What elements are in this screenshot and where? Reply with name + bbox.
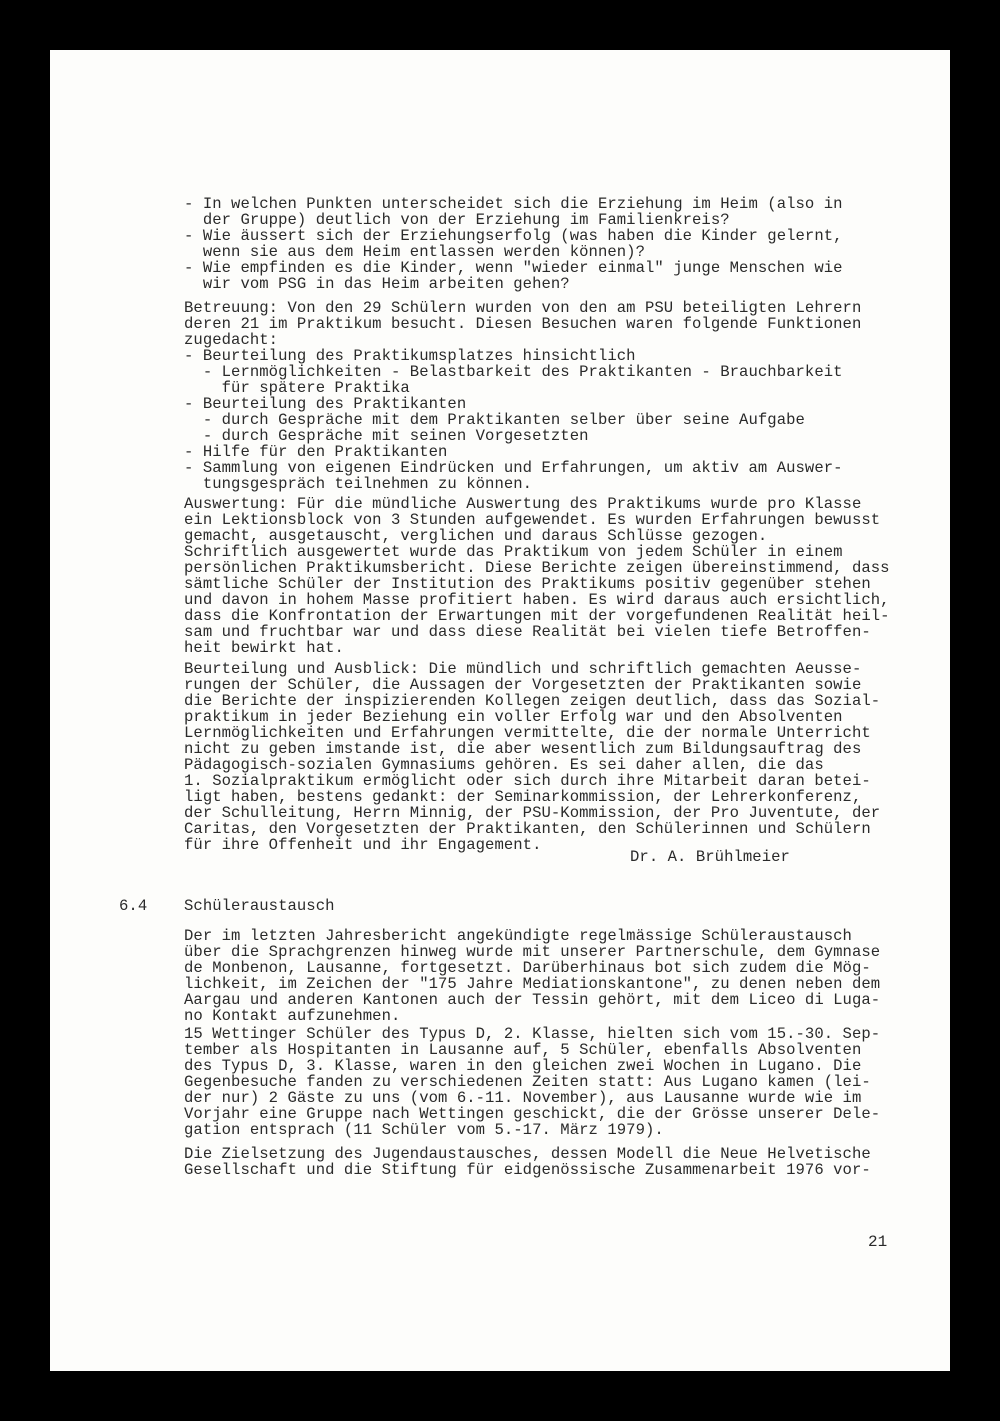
text-line: deren 21 im Praktikum besucht. Diesen Besuchen waren folgende Funktionen bbox=[184, 315, 862, 333]
text-line: - Lernmöglichkeiten - Belastbarkeit des Praktikanten - Brauchbarkeit bbox=[184, 363, 843, 381]
text-line: - durch Gespräche mit seinen Vorgesetzten bbox=[184, 427, 589, 445]
section-number: 6.4 bbox=[119, 897, 148, 915]
text-line: persönlichen Praktikumsbericht. Diese Berichte zeigen übereinstimmend, dass bbox=[184, 559, 890, 577]
text-line: - Wie äussert sich der Erziehungserfolg (was haben die Kinder gelernt, bbox=[184, 227, 843, 245]
text-line: Die Zielsetzung des Jugendaustausches, dessen Modell die Neue Helvetische bbox=[184, 1145, 871, 1163]
author-signature: Dr. A. Brühlmeier bbox=[630, 848, 790, 866]
text-line: Pädagogisch-sozialen Gymnasiums gehören. Es sei daher allen, die das bbox=[184, 756, 824, 774]
text-line: rungen der Schüler, die Aussagen der Vorgesetzten der Praktikanten sowie bbox=[184, 676, 862, 694]
text-line: Schriftlich ausgewertet wurde das Praktikum von jedem Schüler in einem bbox=[184, 543, 843, 561]
text-line: der nur) 2 Gäste zu uns (vom 6.-11. November), aus Lausanne wurde wie im bbox=[184, 1089, 862, 1107]
text-line: de Monbenon, Lausanne, fortgesetzt. Darüberhinaus bot sich zudem die Mög- bbox=[184, 959, 871, 977]
text-line: 15 Wettinger Schüler des Typus D, 2. Klasse, hielten sich vom 15.-30. Sep- bbox=[184, 1025, 881, 1043]
text-line: lichkeit, im Zeichen der "175 Jahre Mediationskantone", zu denen neben dem bbox=[184, 975, 881, 993]
text-line: der Gruppe) deutlich von der Erziehung im Familienkreis? bbox=[184, 211, 730, 229]
text-line: Der im letzten Jahresbericht angekündigte regelmässige Schüleraustausch bbox=[184, 927, 852, 945]
text-line: wir vom PSG in das Heim arbeiten gehen? bbox=[184, 275, 570, 293]
text-line: Gegenbesuche fanden zu verschiedenen Zeiten statt: Aus Lugano kamen (lei- bbox=[184, 1073, 871, 1091]
text-line: Beurteilung und Ausblick: Die mündlich und schriftlich gemachten Aeusse- bbox=[184, 660, 862, 678]
text-line: - Wie empfinden es die Kinder, wenn "wieder einmal" junge Menschen wie bbox=[184, 259, 843, 277]
text-line: - Hilfe für den Praktikanten bbox=[184, 443, 448, 461]
text-line: dass die Konfrontation der Erwartungen mit der vorgefundenen Realität heil- bbox=[184, 607, 890, 625]
text-line: ein Lektionsblock von 3 Stunden aufgewendet. Es wurden Erfahrungen bewusst bbox=[184, 511, 881, 529]
text-line: - durch Gespräche mit dem Praktikanten selber über seine Aufgabe bbox=[184, 411, 805, 429]
page-number: 21 bbox=[868, 1233, 888, 1251]
text-line: sämtliche Schüler der Institution des Praktikums positiv gegenüber stehen bbox=[184, 575, 871, 593]
text-line: Lernmöglichkeiten und Erfahrungen vermittelte, die der normale Unterricht bbox=[184, 724, 871, 742]
text-line: sam und fruchtbar war und dass diese Realität bei vielen tiefe Betroffen- bbox=[184, 623, 871, 641]
text-line: - Beurteilung des Praktikumsplatzes hinsichtlich bbox=[184, 347, 636, 365]
text-line: Vorjahr eine Gruppe nach Wettingen geschickt, die der Grösse unserer Dele- bbox=[184, 1105, 881, 1123]
text-line: für ihre Offenheit und ihr Engagement. bbox=[184, 836, 542, 854]
text-line: zugedacht: bbox=[184, 331, 279, 349]
text-line: für spätere Praktika bbox=[184, 379, 410, 397]
document-page bbox=[50, 50, 950, 1371]
text-line: Gesellschaft und die Stiftung für eidgenössische Zusammenarbeit 1976 vor- bbox=[184, 1161, 871, 1179]
text-line: - Beurteilung des Praktikanten bbox=[184, 395, 467, 413]
text-line: 1. Sozialpraktikum ermöglicht oder sich durch ihre Mitarbeit daran betei- bbox=[184, 772, 871, 790]
text-line: des Typus D, 3. Klasse, waren in den gleichen zwei Wochen in Lugano. Die bbox=[184, 1057, 862, 1075]
text-line: nicht zu geben imstande ist, die aber wesentlich zum Bildungsauftrag des bbox=[184, 740, 862, 758]
text-line: Betreuung: Von den 29 Schülern wurden von den am PSU beteiligten Lehrern bbox=[184, 299, 862, 317]
section-title: Schüleraustausch bbox=[184, 897, 335, 915]
text-line: wenn sie aus dem Heim entlassen werden können)? bbox=[184, 243, 645, 261]
text-line: - Sammlung von eigenen Eindrücken und Erfahrungen, um aktiv am Auswer- bbox=[184, 459, 843, 477]
text-line: heit bewirkt hat. bbox=[184, 639, 344, 657]
text-line: praktikum in jeder Beziehung ein voller Erfolg war und den Absolventen bbox=[184, 708, 843, 726]
text-line: gation entsprach (11 Schüler vom 5.-17. März 1979). bbox=[184, 1121, 664, 1139]
text-line: Aargau und anderen Kantonen auch der Tessin gehört, mit dem Liceo di Luga- bbox=[184, 991, 881, 1009]
text-line: - In welchen Punkten unterscheidet sich die Erziehung im Heim (also in bbox=[184, 195, 843, 213]
text-line: no Kontakt aufzunehmen. bbox=[184, 1007, 401, 1025]
text-line: die Berichte der inspizierenden Kollegen zeigen deutlich, dass das Sozial- bbox=[184, 692, 881, 710]
text-line: tember als Hospitanten in Lausanne auf, 5 Schüler, ebenfalls Absolventen bbox=[184, 1041, 862, 1059]
text-line: über die Sprachgrenzen hinweg wurde mit unserer Partnerschule, dem Gymnase bbox=[184, 943, 881, 961]
text-line: gemacht, ausgetauscht, verglichen und daraus Schlüsse gezogen. bbox=[184, 527, 768, 545]
text-line: und davon in hohem Masse profitiert haben. Es wird daraus auch ersichtlich, bbox=[184, 591, 890, 609]
text-line: Caritas, den Vorgesetzten der Praktikanten, den Schülerinnen und Schülern bbox=[184, 820, 871, 838]
text-line: Auswertung: Für die mündliche Auswertung des Praktikums wurde pro Klasse bbox=[184, 495, 862, 513]
text-line: tungsgespräch teilnehmen zu können. bbox=[184, 475, 533, 493]
text-line: ligt haben, bestens gedankt: der Seminarkommission, der Lehrerkonferenz, bbox=[184, 788, 862, 806]
text-line: der Schulleitung, Herrn Minnig, der PSU-Kommission, der Pro Juventute, der bbox=[184, 804, 881, 822]
